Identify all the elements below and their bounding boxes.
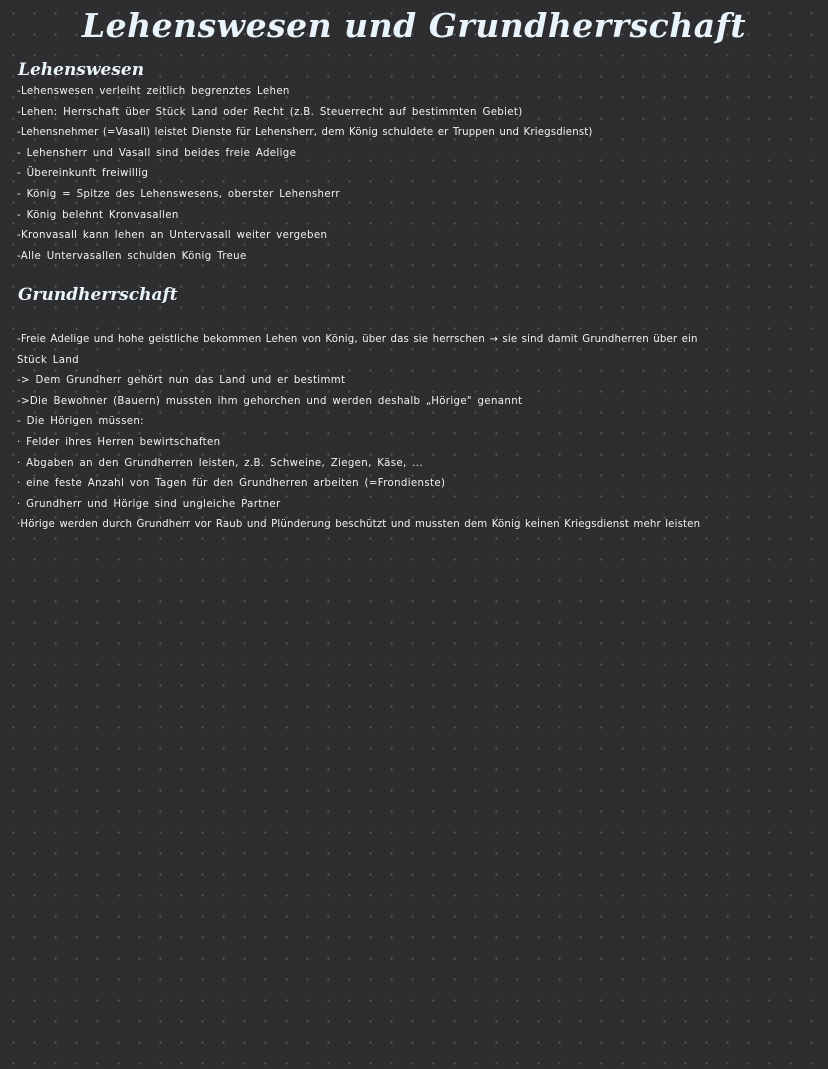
- note-line: -Lehensnehmer (=Vasall) leistet Dienste für Lehensherr, dem König schuldete er Truppen und Kriegsdienst): [17, 127, 593, 139]
- page-title: Lehenswesen und Grundherrschaft: [81, 6, 747, 45]
- note-line: -Lehenswesen verleiht zeitlich begrenztes Lehen: [17, 86, 290, 97]
- note-line: - Lehensherr und Vasall sind beides freie Adelige: [17, 147, 297, 159]
- lehenswesen-notes: [17, 82, 825, 267]
- note-line: · Abgaben an den Grundherren leisten, z.B. Schweine, Ziegen, Käse, ...: [17, 457, 423, 469]
- note-line: · Grundherr und Hörige sind ungleiche Partner: [17, 498, 281, 510]
- note-line: ·Hörige werden durch Grundherr vor Raub und Plünderung beschützt und mussten dem König keinen Kriegsdienst mehr leisten: [17, 519, 701, 531]
- note-line: -> Dem Grundherr gehört nun das Land und er bestimmt: [17, 375, 346, 387]
- note-line: · eine feste Anzahl von Tagen für den Grundherren arbeiten (=Frondienste): [17, 478, 446, 490]
- note-line: -Alle Untervasallen schulden König Treue: [17, 250, 247, 262]
- note-line: ->Die Bewohner (Bauern) mussten ihm gehorchen und werden deshalb „Hörige" genannt: [17, 395, 523, 407]
- note-line: -Lehen: Herrschaft über Stück Land oder Recht (z.B. Steuerrecht auf bestimmten Gebiet): [17, 106, 523, 118]
- note-line: -Freie Adelige und hohe geistliche bekommen Lehen von König, über das sie herrschen → sie sind damit Grundherren über ein: [17, 334, 698, 345]
- grundherrschaft-notes: [17, 330, 825, 536]
- note-line: -Kronvasall kann lehen an Untervasall weiter vergeben: [17, 230, 328, 242]
- section-heading-grundherrschaft: Grundherrschaft: [18, 285, 178, 305]
- note-line: - König = Spitze des Lehenswesens, oberster Lehensherr: [17, 188, 340, 200]
- note-line: - Übereinkunft freiwillig: [17, 168, 149, 180]
- section-heading-lehenswesen: Lehenswesen: [18, 60, 145, 80]
- note-line: Stück Land: [17, 354, 79, 366]
- note-line: - König belehnt Kronvasallen: [17, 209, 179, 221]
- note-line: · Felder ihres Herren bewirtschaften: [17, 436, 221, 448]
- note-line: - Die Hörigen müssen:: [17, 416, 144, 428]
